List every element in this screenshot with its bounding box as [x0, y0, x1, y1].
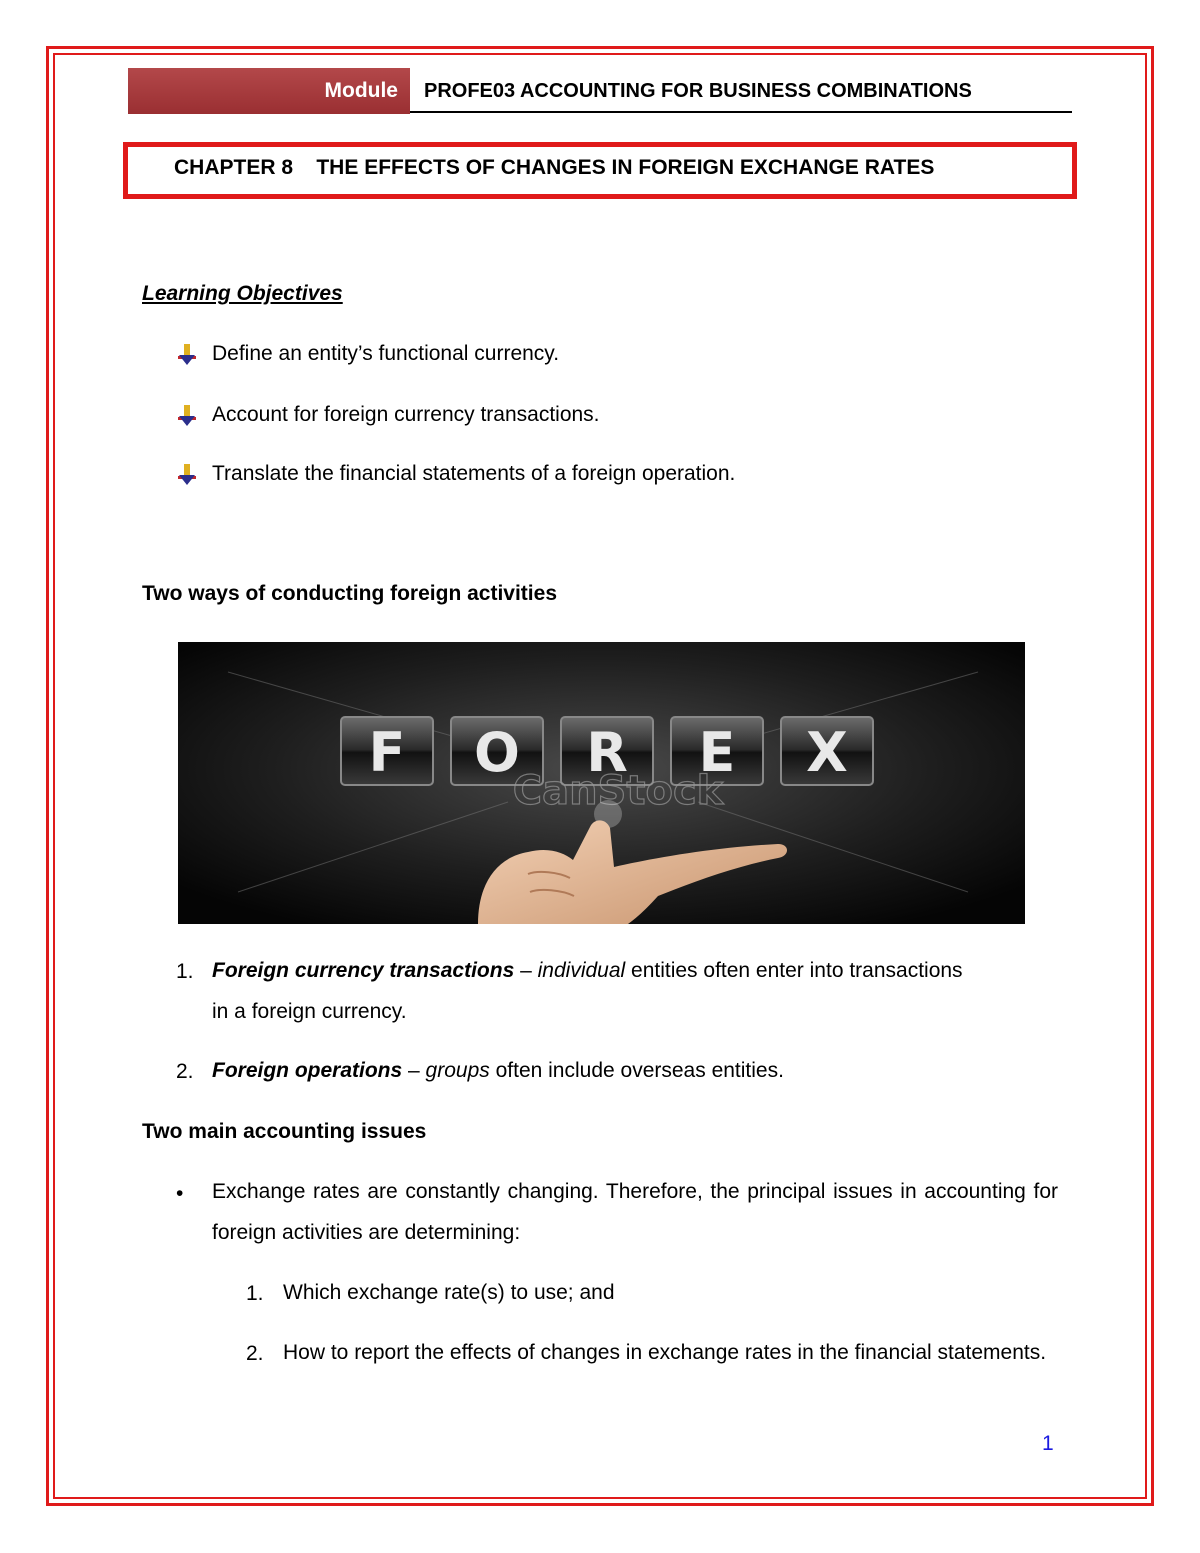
item-text: often include overseas entities.	[489, 1059, 784, 1082]
term: Foreign operations	[212, 1059, 403, 1082]
list-number: 2.	[246, 1342, 264, 1365]
list-number: 1.	[246, 1282, 264, 1305]
forex-letter: F	[368, 721, 406, 784]
chapter-title-box	[123, 142, 1077, 199]
watermark-text: CanStock	[512, 768, 724, 814]
learning-objective-text: Translate the financial statements of a foreign operation.	[212, 462, 736, 485]
module-label: Module	[128, 68, 410, 114]
emphasis: individual	[537, 959, 626, 982]
header-divider	[410, 111, 1072, 113]
module-header	[128, 68, 1072, 114]
item-text: entities often enter into transactions	[625, 959, 963, 982]
course-title: PROFE03 ACCOUNTING FOR BUSINESS COMBINATIONS	[424, 80, 972, 102]
bullet: •	[176, 1182, 184, 1205]
forex-letter: R	[586, 721, 628, 784]
arrow-down-bullet-icon	[176, 462, 198, 486]
list-number: 2.	[176, 1060, 194, 1083]
chapter-title: CHAPTER 8 THE EFFECTS OF CHANGES IN FOREIGN EXCHANGE RATES	[174, 156, 935, 179]
item-text-continued: in a foreign currency.	[212, 1000, 407, 1023]
arrow-down-bullet-icon	[176, 403, 198, 427]
dash: –	[514, 959, 538, 982]
term: Foreign currency transactions	[212, 959, 515, 982]
learning-objective-item	[176, 403, 600, 427]
forex-illustration-image	[178, 642, 1025, 924]
learning-objectives-heading: Learning Objectives	[142, 282, 343, 305]
learning-objective-text: Account for foreign currency transactions.	[212, 403, 600, 426]
accounting-issues-heading: Two main accounting issues	[142, 1120, 427, 1143]
accounting-issues-text: Exchange rates are constantly changing. Therefore, the principal issues in accounting for foreign activities are determining:	[212, 1180, 1058, 1244]
foreign-activity-item	[212, 1050, 1060, 1091]
forex-letter: O	[474, 721, 520, 784]
learning-objective-item	[176, 462, 735, 486]
emphasis: groups	[425, 1059, 490, 1082]
forex-letter: E	[698, 721, 736, 784]
list-number: 1.	[176, 960, 194, 983]
foreign-activity-item	[212, 950, 1060, 1032]
page-number: 1	[1042, 1432, 1054, 1455]
learning-objective-item	[176, 342, 559, 366]
accounting-sub-item: Which exchange rate(s) to use; and	[283, 1281, 615, 1304]
arrow-down-bullet-icon	[176, 342, 198, 366]
dash: –	[402, 1059, 426, 1082]
foreign-activities-heading: Two ways of conducting foreign activities	[142, 582, 557, 605]
accounting-sub-item: How to report the effects of changes in exchange rates in the financial statements.	[283, 1341, 1047, 1364]
learning-objective-text: Define an entity’s functional currency.	[212, 342, 560, 365]
forex-letter: X	[806, 721, 848, 784]
